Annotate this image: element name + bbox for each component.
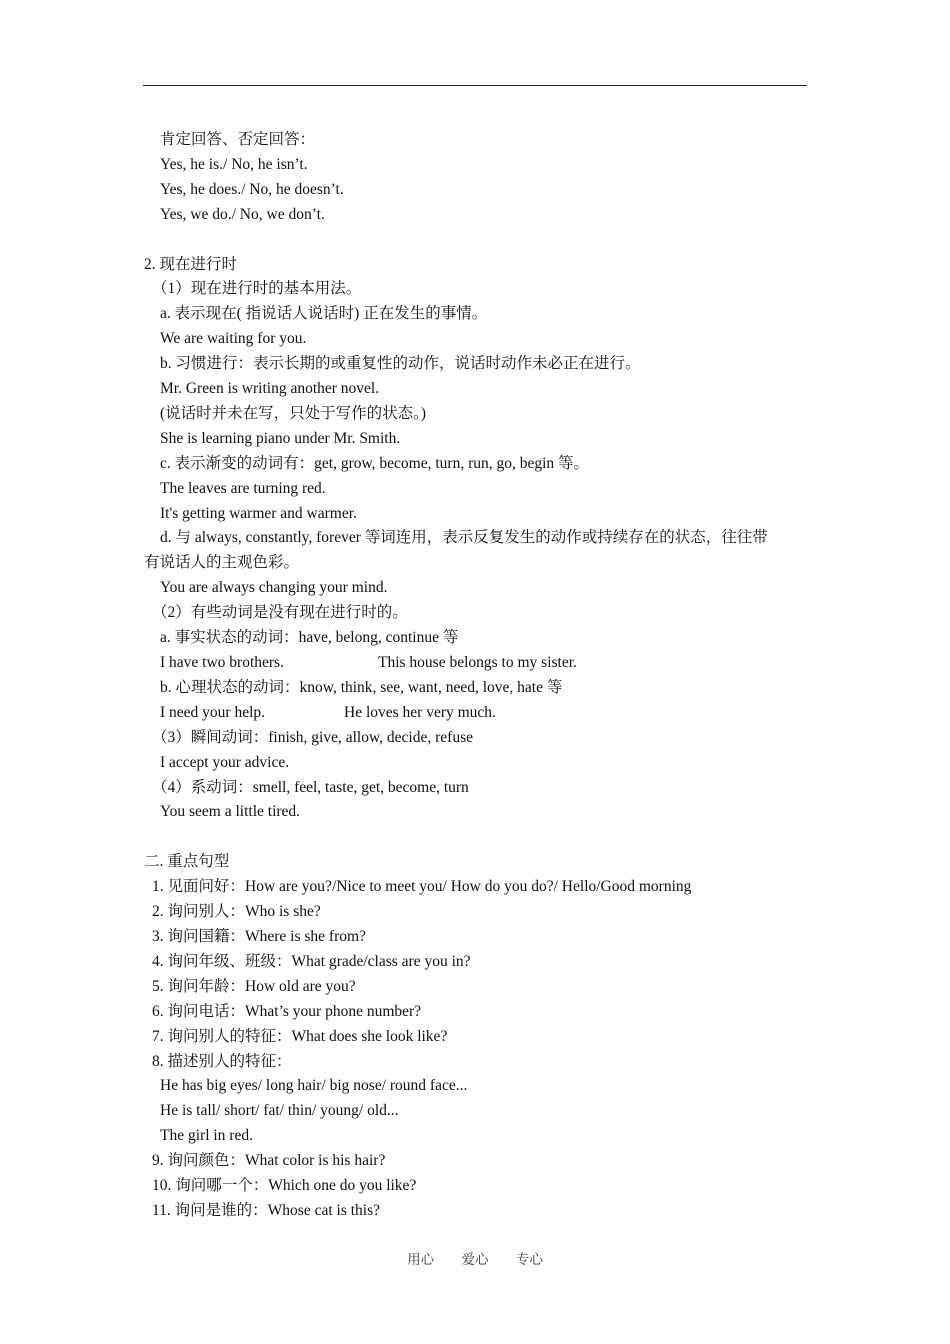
example-sentence: You are always changing your mind. xyxy=(160,579,388,597)
pattern-item: 4. 询问年级、班级：What grade/class are you in? xyxy=(152,952,471,970)
footer-text: 爱心 xyxy=(461,1252,489,1267)
subsection-heading: （2）有些动词是没有现在进行时的。 xyxy=(152,604,408,622)
spacer xyxy=(144,228,808,253)
subsection-heading: （1）现在进行时的基本用法。 xyxy=(152,280,362,298)
pattern-item: 11. 询问是谁的：Whose cat is this? xyxy=(152,1201,381,1219)
page-footer xyxy=(0,1248,950,1268)
example-sentence: We are waiting for you. xyxy=(160,330,307,348)
example-sentence: I need your help. xyxy=(160,703,266,721)
pattern-item: 5. 询问年龄：How old are you? xyxy=(152,977,356,995)
note-text: (说话时并未在写，只处于写作的状态。) xyxy=(160,404,427,422)
rule-text: c. 表示渐变的动词有：get, grow, become, turn, run, go, begin 等。 xyxy=(160,454,590,472)
pattern-item: 7. 询问别人的特征：What does she look like? xyxy=(152,1027,448,1045)
section-title: 2. 现在进行时 xyxy=(144,255,238,273)
rule-text: a. 事实状态的动词：have, belong, continue 等 xyxy=(160,629,459,647)
example-sentence: He loves her very much. xyxy=(344,703,496,721)
pattern-item: 2. 询问别人：Who is she? xyxy=(152,903,321,921)
pattern-item: 10. 询问哪一个：Which one do you like? xyxy=(152,1177,417,1195)
pattern-item: 9. 询问颜色：What color is his hair? xyxy=(152,1152,386,1170)
answer-example: Yes, he does./ No, he doesn’t. xyxy=(160,180,344,198)
example-sentence: You seem a little tired. xyxy=(160,803,301,821)
header-rule xyxy=(143,85,807,86)
spacer xyxy=(144,825,808,850)
document-body xyxy=(144,128,808,1224)
example-sentence: I have two brothers. xyxy=(160,654,284,672)
example-sentence: She is learning piano under Mr. Smith. xyxy=(160,429,401,447)
example-sentence: The leaves are turning red. xyxy=(160,479,326,497)
footer-text: 用心 xyxy=(407,1252,435,1267)
rule-text-continued: 有说话人的主观色彩。 xyxy=(144,554,300,572)
rule-text: d. 与 always, constantly, forever 等词连用，表示反复发生的动作或持续存在的状态，往往带 xyxy=(160,529,768,547)
example-sentence: He is tall/ short/ fat/ thin/ young/ old... xyxy=(160,1102,399,1120)
example-sentence: He has big eyes/ long hair/ big nose/ round face... xyxy=(160,1077,468,1095)
example-sentence: Mr. Green is writing another novel. xyxy=(160,380,380,398)
rule-text: a. 表示现在( 指说话人说话时) 正在发生的事情。 xyxy=(160,305,488,323)
example-pair xyxy=(144,701,808,726)
answer-example: Yes, he is./ No, he isn’t. xyxy=(160,155,308,173)
example-sentence: This house belongs to my sister. xyxy=(378,654,577,672)
subsection-heading: （3）瞬间动词：finish, give, allow, decide, refuse xyxy=(152,728,473,746)
section-title: 二. 重点句型 xyxy=(144,853,230,871)
pattern-item: 3. 询问国籍：Where is she from? xyxy=(152,927,366,945)
example-pair xyxy=(144,651,808,676)
example-sentence: It's getting warmer and warmer. xyxy=(160,504,357,522)
rule-text: b. 习惯进行：表示长期的或重复性的动作，说话时动作未必正在进行。 xyxy=(160,355,641,373)
example-sentence: The girl in red. xyxy=(160,1127,253,1145)
pattern-item: 1. 见面问好：How are you?/Nice to meet you/ How do you do?/ Hello/Good morning xyxy=(152,878,692,896)
answer-heading: 肯定回答、否定回答： xyxy=(160,131,316,148)
pattern-item: 8. 描述别人的特征： xyxy=(152,1052,292,1070)
rule-text: b. 心理状态的动词：know, think, see, want, need, love, hate 等 xyxy=(160,678,563,696)
pattern-item: 6. 询问电话：What’s your phone number? xyxy=(152,1002,422,1020)
answer-example: Yes, we do./ No, we don’t. xyxy=(160,205,325,223)
footer-text: 专心 xyxy=(515,1252,543,1267)
example-sentence: I accept your advice. xyxy=(160,753,290,771)
subsection-heading: （4）系动词：smell, feel, taste, get, become, turn xyxy=(152,778,469,796)
